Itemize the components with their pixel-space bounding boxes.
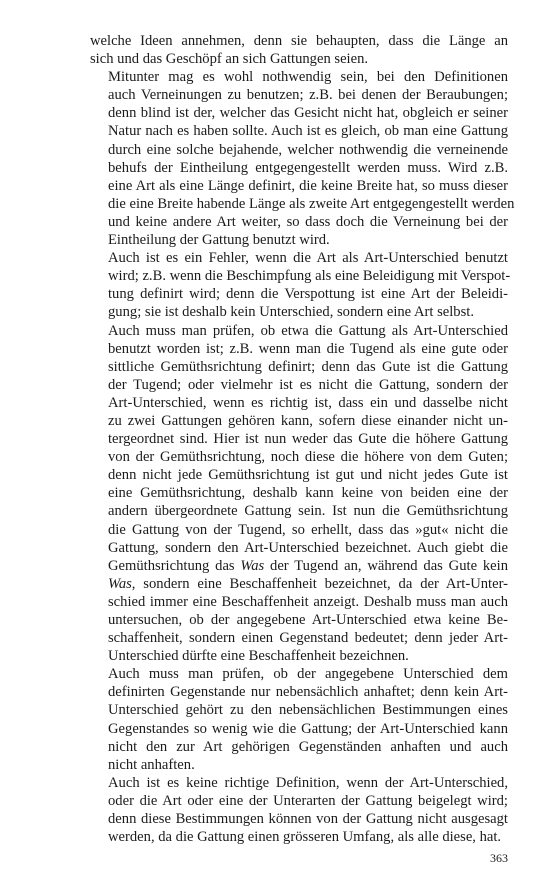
text-line: Was, sondern eine Beschaffenheit bezeichnet, da der Art-Unter- [108, 575, 508, 592]
text-line: gung; sie ist deshalb kein Unterschied, sondern eine Art selbst. [108, 304, 474, 321]
text-line: Auch muss man prüfen, ob etwa die Gattung als Art-Unterschied [108, 322, 508, 339]
paragraph [90, 32, 508, 68]
text-line: Gemüthsrichtung das Was der Tugend an, während das Gute kein [108, 557, 508, 574]
text-line: eine Art als eine Länge definirt, die keine Breite hat, so muss dieser [108, 177, 508, 194]
text-line: schied immer eine Beschaffenheit anzeigt. Deshalb muss man auch [108, 593, 508, 610]
text-line: wird; z.B. wenn die Beschimpfung als eine Beleidigung mit Verspot- [108, 268, 511, 285]
text-line: sich und das Geschöpf an sich Gattungen seien. [90, 51, 369, 68]
text-line: Auch muss man prüfen, ob der angegebene Unterschied dem [108, 666, 508, 683]
text-line: von der Gemüthsrichtung, noch diese die höhere von dem Guten; [108, 449, 508, 466]
page-number: 363 [490, 851, 508, 865]
text-line: nicht anhaften. [108, 756, 195, 773]
text-line: denn blind ist der, welcher das Gesicht nicht hat, obgleich er seiner [108, 105, 508, 122]
text-line: andern übergeordnete Gattung sein. Ist nun die Gemüthsrichtung [108, 503, 508, 520]
text-line: sittliche Gemüthsrichtung definirt; denn das Gute ist die Gattung [108, 358, 508, 375]
text-line: der Tugend; oder vielmehr ist es nicht die Gattung, sondern der [108, 376, 508, 393]
text-line: die eine Breite habende Länge als zweite Art entgegengestellt werden [108, 195, 515, 212]
text-line: durch eine solche bejahende, welcher nothwendig die verneinende [108, 141, 508, 158]
text-line: Auch ist es ein Fehler, wenn die Art als Art-Unterschied benutzt [108, 250, 508, 267]
text-line: und keine andere Art weiter, so dass doch die Verneinung bei der [108, 213, 508, 230]
text-line: Unterschied dürfte eine Beschaffenheit bezeichnen. [108, 648, 409, 665]
paragraph [90, 68, 515, 249]
text-line: definirten Gegenstande nur nebensächlich anhaftet; denn kein Art- [108, 684, 508, 701]
text-line: zu zwei Gattungen gehören kann, sofern diese einander nicht un- [108, 412, 508, 429]
text-line: welche Ideen annehmen, denn sie behaupten, dass die Länge an [90, 33, 508, 49]
text-line: oder die Art oder eine der Unterarten der Gattung beigelegt wird; [108, 792, 508, 809]
text-line: Gegenstandes so wenig wie die Gattung; der Art-Unterschied kann [108, 720, 508, 737]
emphasis: Was [108, 575, 132, 592]
text-line: die Gattung von der Tugend, so erhellt, dass das »gut« nicht die [108, 521, 508, 538]
text-line: Gattung, sondern den Art-Unterschied bezeichnet. Auch giebt die [108, 539, 508, 556]
text-line: Natur nach es haben sollte. Auch ist es gleich, ob man eine Gattung [108, 123, 508, 140]
text-line: schaffenheit, sondern einen Gegenstand bedeutet; denn jeder Art- [108, 630, 508, 647]
text-line: denn diese Bestimmungen können von der Gattung nicht ausgesagt [108, 811, 508, 828]
text-line: auch Verneinungen zu benutzen; z.B. bei denen der Beraubungen; [108, 87, 508, 104]
text-line: Eintheilung der Gattung benutzt wird. [108, 232, 330, 249]
text-line: tung definirt wird; denn die Verspottung ist eine Art der Beleidi- [108, 286, 508, 303]
page-body [90, 32, 515, 846]
text-line: denn nicht jede Gemüthsrichtung ist gut und nicht jedes Gute ist [108, 467, 508, 484]
paragraph [90, 249, 511, 321]
text-line: Art-Unterschied, wenn es richtig ist, dass ein und dasselbe nicht [108, 394, 508, 411]
text-line: werden, da die Gattung einen grösseren Umfang, als alle diese, hat. [108, 829, 502, 846]
text-line: nicht den zur Art gehörigen Gegenständen anhaften und auch [108, 738, 508, 755]
paragraph [90, 774, 508, 846]
emphasis: Was [240, 557, 265, 574]
text-line: Unterschied gehört zu den nebensächlichen Bestimmungen eines [108, 702, 508, 719]
text-line: untersuchen, ob der angegebene Art-Unterschied etwa keine Be- [108, 612, 508, 628]
text-line: tergeordnet sind. Hier ist nun weder das Gute die höhere Gattung [108, 431, 508, 448]
text-line: Mitunter mag es wohl nothwendig sein, bei den Definitionen [108, 69, 508, 86]
text-line: behufs der Eintheilung entgegengestellt werden muss. Wird z.B. [108, 159, 508, 176]
text-line: benutzt worden ist; z.B. wenn man die Tugend als eine gute oder [108, 340, 508, 357]
text-line: eine Gemüthsrichtung, deshalb kann keine von beiden eine der [108, 485, 508, 502]
text-line: Auch ist es keine richtige Definition, wenn der Art-Unterschied, [108, 774, 508, 791]
paragraph [90, 322, 508, 666]
paragraph [90, 665, 508, 774]
